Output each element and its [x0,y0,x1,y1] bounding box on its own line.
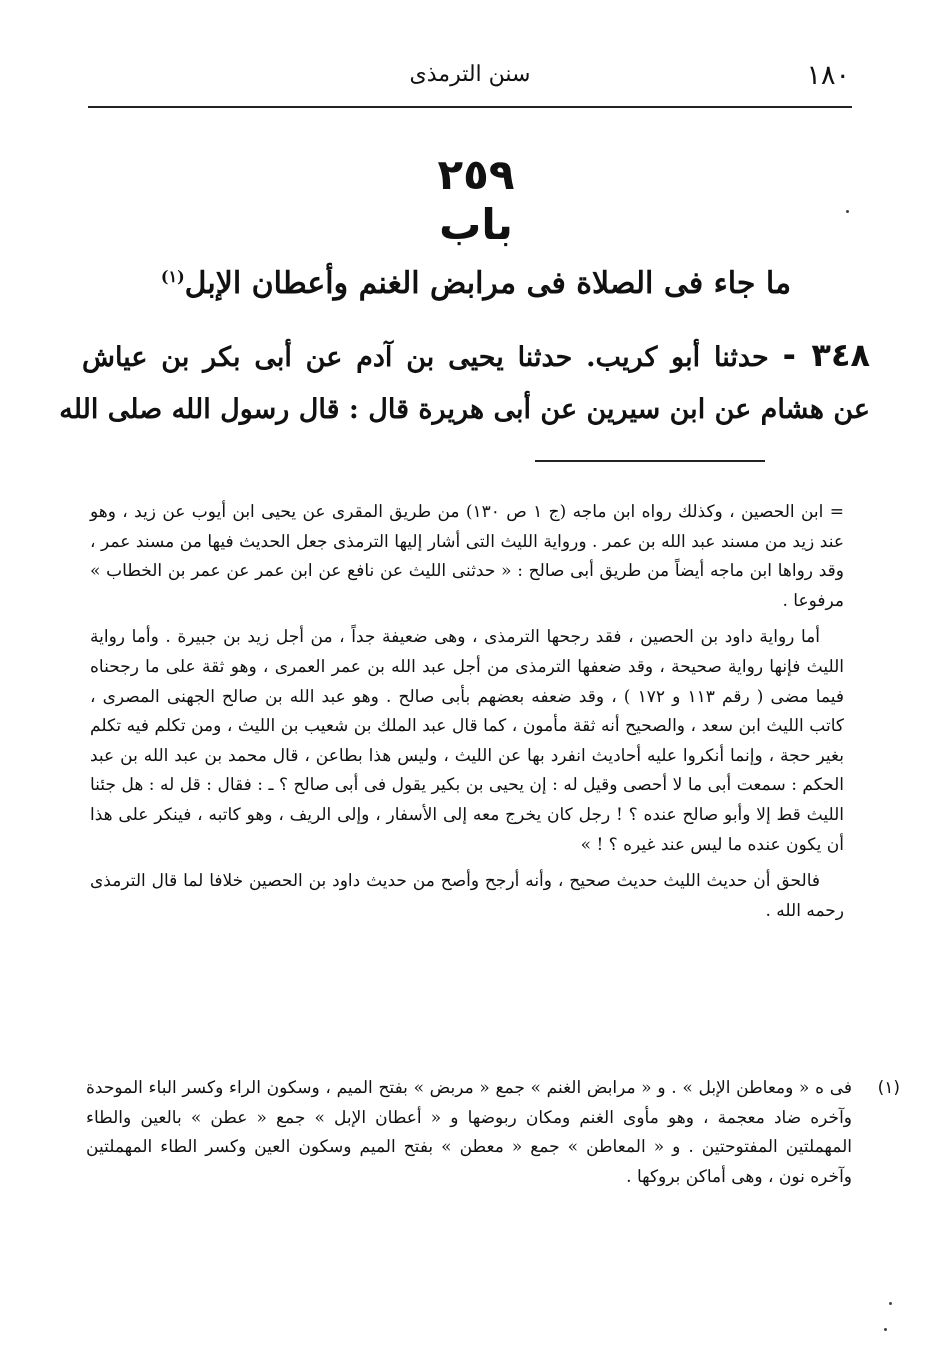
note-paragraph-2: أما رواية داود بن الحصين ، فقد رجحها الترمذى ، وهى ضعيفة جداً ، من أجل زيد بن جبيرة . وأما رواية الليث فإنها رواية صحيحة ، وقد ضعفها الترمذى من أجل عبد الله بن عمر العمرى ، وهو ثقة على ما رجحناه فيما مضى ( رقم ١١٣ و ١٧٢ ) ، وقد ضعفه بعضهم بأبى صالح . وهو عبد الله بن صالح الجهنى المصرى ، كاتب الليث ابن سعد ، والصحيح أنه ثقة مأمون ، كما قال عبد الملك بن شعيب بن الليث ، ومن تكلم فيه تكلم بغير حجة ، وإنما أنكروا عليه أحاديث انفرد بها عن الليث ، وليس هذا بطاعن ، قال محمد بن عبد الله بن عبد الحكم : سمعت أبى ما لا أحصى وقيل له : إن يحيى بن بكير يقول فى أبى صالح ؟ ـ : فقال : قل له : هل جئنا الليث قط إلا وأبو صالح عنده ؟ ! رجل كان يخرج معه إلى الأسفار ، وإلى الريف ، وهو كاتبه ، فينكر على هذا أن يكون عنده ما ليس عند غيره ؟ ! » [90,627,844,855]
note-paragraph-3: فالحق أن حديث الليث حديث صحيح ، وأنه أرجح وأصح من حديث داود بن الحصين خلافا لما قال الترمذى رحمه الله . [90,871,844,921]
footnote [86,1074,900,1192]
chapter-title [60,266,892,301]
page-number: ١٨٠ [806,60,850,91]
hadith-text-1: حدثنا أبو كريب. حدثنا يحيى بن آدم عن أبى بكر بن عياش [82,342,769,373]
footnote-mark: (١) [877,1078,900,1098]
chapter-footnote-ref: (١) [160,267,185,286]
chapter-label: باب [439,200,513,249]
running-title: سنن الترمذى [409,62,531,87]
commentary-notes [90,498,844,933]
hadith-number: ٣٤٨ - [782,336,871,374]
hadith-line-1 [82,336,870,374]
header-rule [88,106,852,108]
print-speck [889,1302,892,1305]
print-speck [846,210,849,213]
hadith-text-2: عن هشام عن ابن سيرين عن أبى هريرة قال : قال رسول الله صلى الله [59,394,870,425]
running-header [90,58,850,102]
hadith-line-2 [59,394,870,425]
chapter-title-text: ما جاء فى الصلاة فى مرابض الغنم وأعطان الإبل [184,266,792,301]
notes-separator [535,460,765,462]
footnote-text: فى ه « ومعاطن الإبل » . و « مرابض الغنم » جمع « مربض » بفتح الميم ، وسكون الراء وكسر الباء الموحدة وآخره ضاد معجمة ، وهو مأوى الغنم ومكان ربوضها و « أعطان الإبل » جمع « عطن » بالعين والطاء المهملتين المفتوحتين . و « المعاطن » جمع « معطن » بفتح الميم وسكون العين وكسر الطاء المهملتين وآخره نون ، وهى أماكن بروكها . [86,1078,852,1187]
note-paragraph-1: = ابن الحصين ، وكذلك رواه ابن ماجه (ج ١ ص ١٣٠) من طريق المقرى عن يحيى ابن أيوب عن زيد ، وهو عند زيد من مسند عبد الله بن عمر . ورواية الليث التى أشار إليها الترمذى جعل الحديث فيها من مسند عمر ، وقد رواها ابن ماجه أيضاً من طريق أبى صالح : « حدثنى الليث عن نافع عن ابن عمر عن عمر بن الخطاب » مرفوعا . [90,502,844,611]
print-speck [884,1328,887,1331]
chapter-number: ٢٥٩ [437,150,515,199]
